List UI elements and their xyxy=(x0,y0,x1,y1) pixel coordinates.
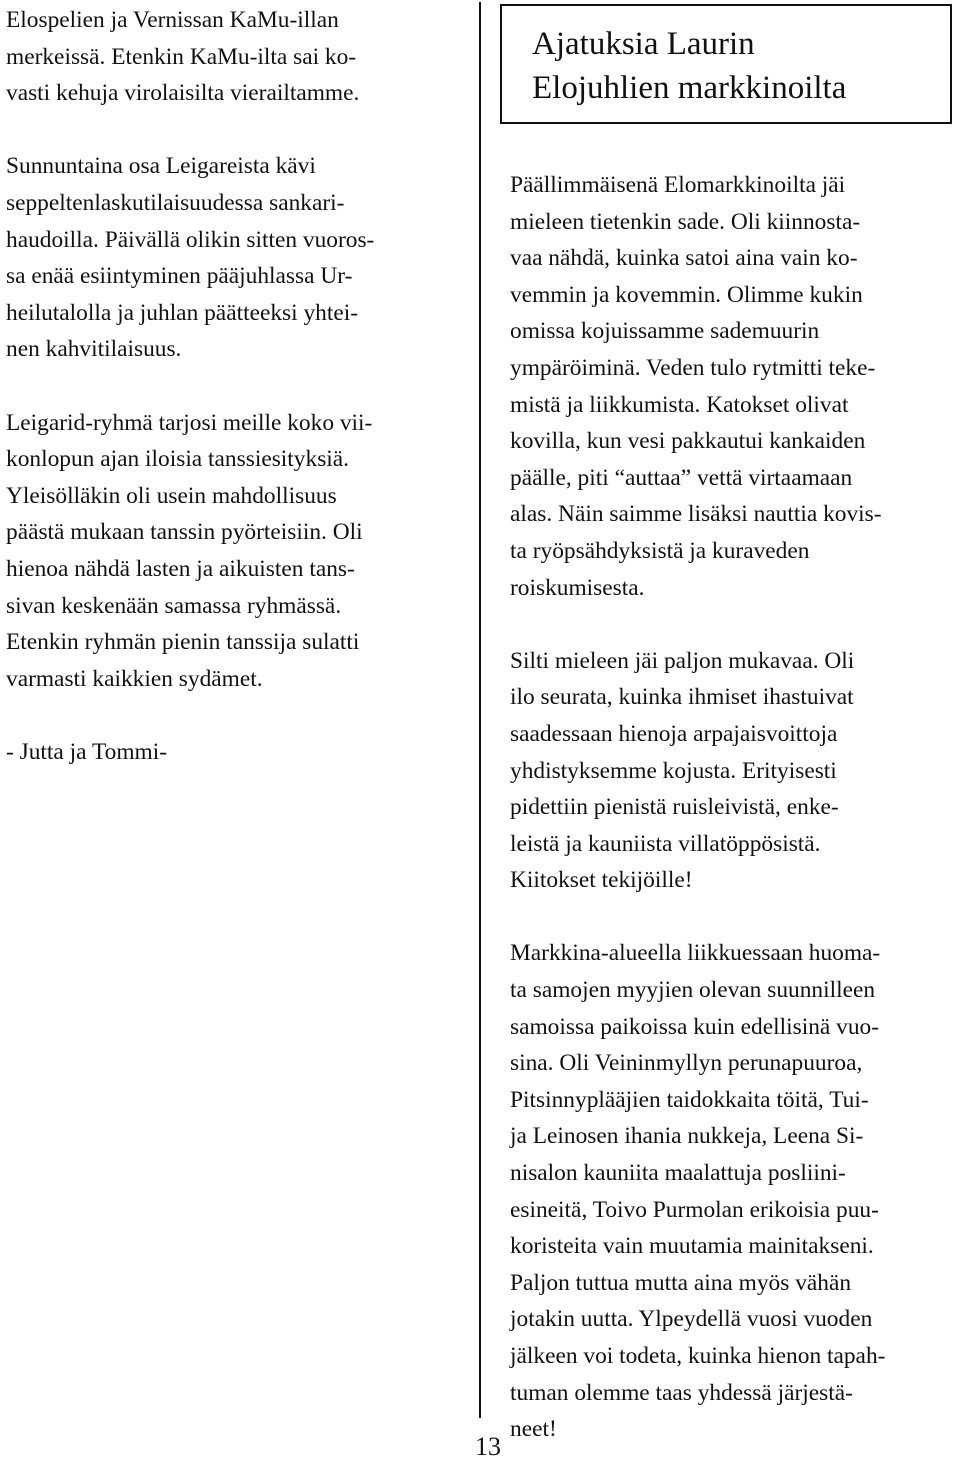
text-line: Paljon tuttua mutta aina myös vähän xyxy=(510,1269,852,1296)
text-line: ta samojen myyjien olevan suunnilleen xyxy=(510,977,876,1004)
text-line: sivan keskenään samassa ryhmässä. xyxy=(6,592,342,619)
text-line: tuman olemme taas yhdessä järjestä- xyxy=(510,1379,853,1406)
text-line: Elospelien ja Vernissan KaMu-illan xyxy=(6,7,339,33)
left-paragraph-1 xyxy=(6,2,464,112)
text-line: roiskumisesta. xyxy=(510,574,645,601)
text-line: seppeltenlaskutilaisuudessa sankari- xyxy=(6,189,345,216)
column-divider xyxy=(479,2,481,1418)
text-line: pidettiin pienistä ruisleivistä, enke- xyxy=(510,794,839,821)
text-line: sina. Oli Veininmyllyn perunapuuroa, xyxy=(510,1050,863,1077)
article-paragraph-1 xyxy=(510,167,956,606)
text-line: mistä ja liikkumista. Katokset olivat xyxy=(510,391,849,418)
article-paragraph-2 xyxy=(510,643,956,899)
text-line: nisalon kauniita maalattuja posliini- xyxy=(510,1160,846,1187)
text-line: saadessaan hienoja arpajaisvoittoja xyxy=(510,720,838,747)
text-line: yhdistyksemme kojusta. Erityisesti xyxy=(510,757,837,784)
text-line: nen kahvitilaisuus. xyxy=(6,336,182,363)
text-line: varmasti kaikkien sydämet. xyxy=(6,665,263,692)
page-number: 13 xyxy=(475,1432,501,1461)
text-line: omissa kojuissamme sademuurin xyxy=(510,318,820,345)
text-line: konlopun ajan iloisia tanssiesityksiä. xyxy=(6,446,350,473)
text-line: esineitä, Toivo Purmolan erikoisia puu- xyxy=(510,1196,879,1223)
text-line: hienoa nähdä lasten ja aikuisten tans- xyxy=(6,555,355,582)
text-line: Kiitokset tekijöille! xyxy=(510,867,693,894)
text-line: ja Leinosen ihania nukkeja, Leena Si- xyxy=(510,1123,864,1150)
text-line: ilo seurata, kuinka ihmiset ihastuivat xyxy=(510,684,854,711)
text-line: Sunnuntaina osa Leigareista kävi xyxy=(6,153,316,180)
text-line: päästä mukaan tanssin pyörteisiin. Oli xyxy=(6,519,363,546)
left-column xyxy=(6,2,464,770)
text-line: koristeita vain muutamia mainitakseni. xyxy=(510,1233,874,1260)
text-line: vasti kehuja virolaisilta vierailtamme. xyxy=(6,80,360,107)
article-title-box xyxy=(500,4,952,124)
left-paragraph-3 xyxy=(6,405,464,698)
text-line: Silti mieleen jäi paljon mukavaa. Oli xyxy=(510,647,855,674)
text-line: leistä ja kauniista villatöppösistä. xyxy=(510,830,821,857)
text-line: vemmin ja kovemmin. Olimme kukin xyxy=(510,281,863,308)
author-signature xyxy=(6,734,464,771)
text-line: Päällimmäisenä Elomarkkinoilta jäi xyxy=(510,172,846,198)
text-line: merkeissä. Etenkin KaMu-ilta sai ko- xyxy=(6,43,357,70)
text-line: kovilla, kun vesi pakkautui kankaiden xyxy=(510,428,866,455)
text-line: jotakin uutta. Ylpeydellä vuosi vuoden xyxy=(510,1306,873,1333)
text-line: Etenkin ryhmän pienin tanssija sulatti xyxy=(6,629,360,656)
text-line: Yleisölläkin oli usein mahdollisuus xyxy=(6,482,337,509)
text-line: neet! xyxy=(510,1416,557,1443)
text-line: Leigarid-ryhmä tarjosi meille koko vii- xyxy=(6,409,373,436)
text-line: ympäröiminä. Veden tulo rytmitti teke- xyxy=(510,354,876,381)
text-line: - Jutta ja Tommi- xyxy=(6,738,167,765)
text-line: sa enää esiintyminen pääjuhlassa Ur- xyxy=(6,263,353,290)
title-line: Elojuhlien markkinoilta xyxy=(532,70,847,106)
title-line: Ajatuksia Laurin xyxy=(532,26,755,62)
article-title xyxy=(532,22,950,110)
right-column xyxy=(510,167,956,1448)
text-line: vaa nähdä, kuinka satoi aina vain ko- xyxy=(510,245,858,272)
text-line: haudoilla. Päivällä olikin sitten vuoros- xyxy=(6,226,375,253)
left-paragraph-2 xyxy=(6,148,464,368)
text-line: heilutalolla ja juhlan päätteeksi yhtei- xyxy=(6,299,359,326)
text-line: samoissa paikoissa kuin edellisinä vuo- xyxy=(510,1013,879,1040)
text-line: Pitsinnyplääjien taidokkaita töitä, Tui- xyxy=(510,1086,869,1113)
text-line: mieleen tietenkin sade. Oli kiinnosta- xyxy=(510,208,861,235)
text-line: ta ryöpsähdyksistä ja kuraveden xyxy=(510,537,810,564)
text-line: jälkeen voi todeta, kuinka hienon tapah- xyxy=(510,1343,886,1369)
article-paragraph-3 xyxy=(510,935,956,1447)
text-line: Markkina-alueella liikkuessaan huoma- xyxy=(510,940,881,967)
text-line: päälle, piti “auttaa” vettä virtaamaan xyxy=(510,464,853,491)
text-line: alas. Näin saimme lisäksi nauttia kovis- xyxy=(510,501,882,528)
